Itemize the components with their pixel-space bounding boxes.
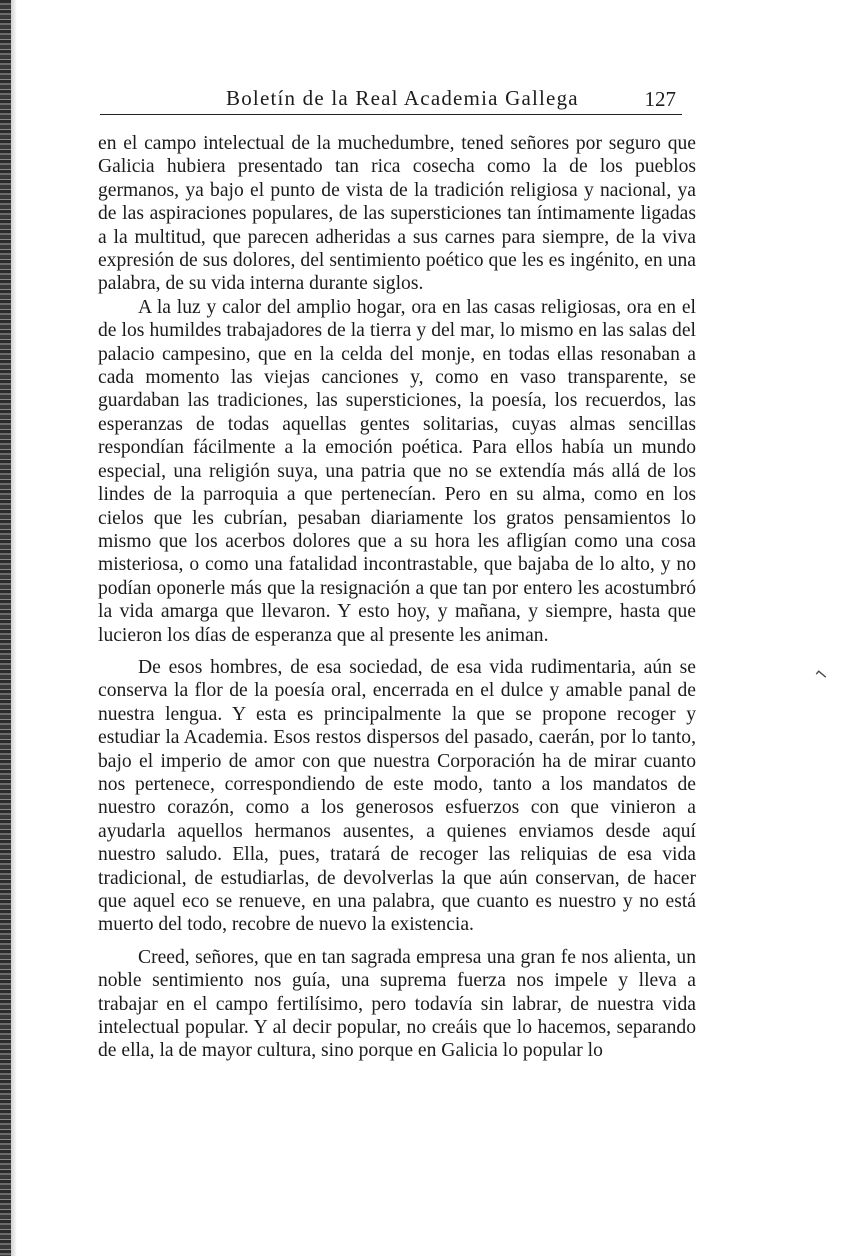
running-title: Boletín de la Real Academia Gallega xyxy=(226,86,579,110)
margin-pencil-mark: ⌐ xyxy=(810,662,833,687)
paragraph-3: De esos hombres, de esa sociedad, de esa vida rudimentaria, aún se conserva la flor de la poesía oral, encerrada en el dulce y amable panal de nuestra lengua. Y esta es principalmente la que se propone recoger y estudiar la Academia. Esos restos dispersos del pasado, caerán, por lo tanto, bajo el imperio de amor con que nuestra Corporación ha de mirar cuanto nos pertenece, correspondiendo de este modo, tanto a los mandatos de nuestro corazón, como a los generosos esfuerzos con que vinieron a ayudarla aquellos hermanos ausentes, a quienes enviamos desde aquí nuestro saludo. Ella, pues, tratará de recoger las reliquias de esa vida tradicional, de estudiarlas, de devolverlas la que aún conservan, de hacer que aquel eco se renueve, en una palabra, que cuanto es nuestro y no está muerto del todo, recobre de nuevo la existencia. xyxy=(98,656,696,936)
paragraph-4: Creed, señores, que en tan sagrada empresa una gran fe nos alienta, un noble sentimiento nos guía, una suprema fuerza nos impele y lleva a trabajar en el campo fertilísimo, pero todavía sin labrar, de nuestra vida intelectual popular. Y al decir popular, no creáis que lo hacemos, separando de ella, la de mayor cultura, sino porque en Galicia lo popular lo xyxy=(98,946,696,1062)
body-text xyxy=(98,132,696,1063)
scan-binding-edge xyxy=(0,0,11,1256)
paragraph-1: en el campo intelectual de la muchedumbre, tened señores por seguro que Galicia hubiera presentado tan rica cosecha como la de los pueblos germanos, ya bajo el punto de vista de la tradición religiosa y nacional, ya de las aspiraciones populares, de las supersticiones tan íntimamente ligadas a la multitud, que parecen adheridas a sus carnes para siempre, de la viva expresión de sus dolores, del sentimiento poético que les es ingénito, en una palabra, de su vida interna durante siglos. xyxy=(98,133,696,295)
running-header xyxy=(100,84,682,115)
page-number: 127 xyxy=(644,87,676,111)
paragraph-2: A la luz y calor del amplio hogar, ora en las casas religiosas, ora en el de los humildes trabajadores de la tierra y del mar, lo mismo en las salas del palacio campesino, que en la celda del monje, en todas ellas resonaban a cada momento las viejas canciones y, como en vaso transparente, se guardaban las tradiciones, las supersticiones, la poesía, los recuerdos, las esperanzas de todas aquellas gentes solitarias, cuyas almas sencillas respondían fácilmente a la emoción poética. Para ellos había un mundo especial, una religión suya, una patria que no se extendía más allá de los lindes de la parroquia a que pertenecían. Pero en su alma, como en los cielos que les cubrían, pesaban diariamente los gratos pensamientos lo mismo que los acerbos dolores que a su hora les afligían como una cosa misteriosa, o como una fatalidad incontrastable, que bajaba de lo alto, y no podían oponerle más que la resignación a que tan por entero les acostumbró la vida amarga que llevaron. Y esto hoy, y mañana, y siempre, hasta que lucieron los días de esperanza que al presente les animan. xyxy=(98,296,696,646)
